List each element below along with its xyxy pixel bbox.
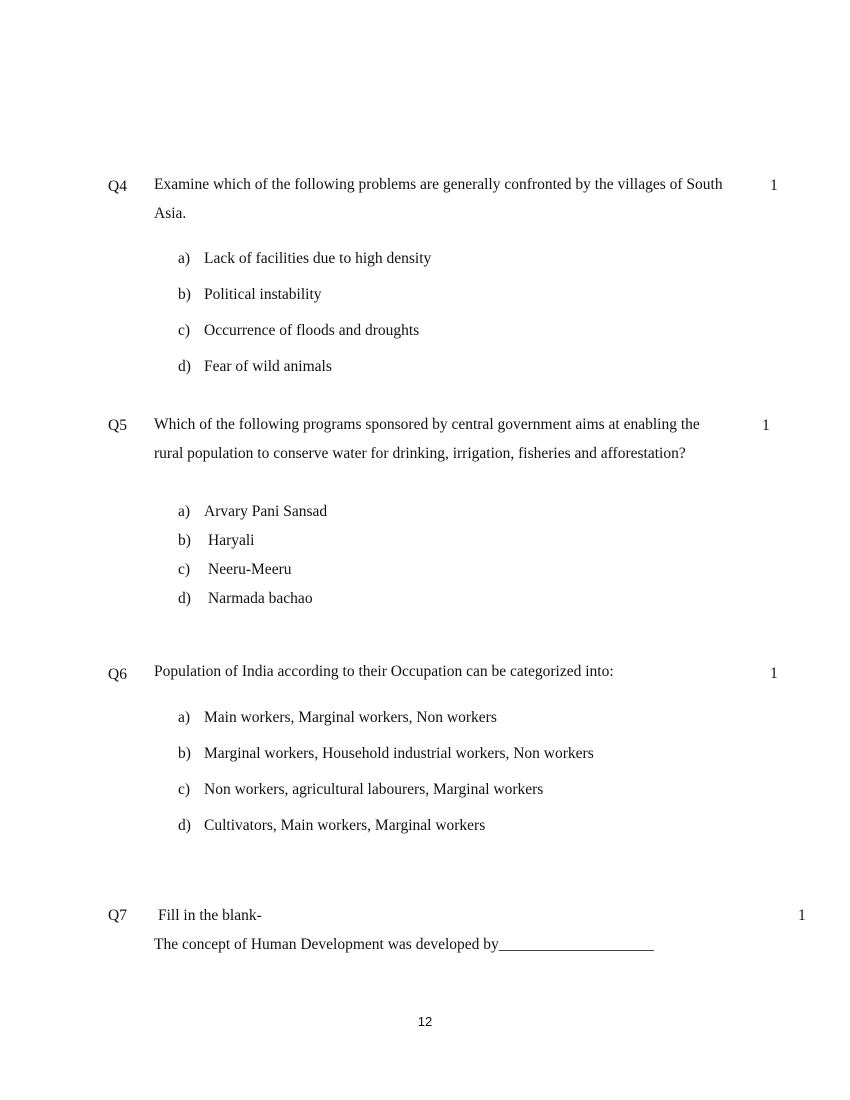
option-text: Main workers, Marginal workers, Non workers (204, 709, 497, 726)
fill-in-blank-text: The concept of Human Development was developed by____________________ (154, 936, 654, 953)
option-letter: c) (178, 561, 191, 578)
question-number: Q5 (108, 417, 127, 434)
option-text: Cultivators, Main workers, Marginal workers (204, 817, 486, 834)
option-text: Non workers, agricultural labourers, Marginal workers (204, 781, 544, 798)
question-marks: 1 (770, 177, 778, 194)
question-heading: Fill in the blank- (158, 907, 262, 924)
option-text: Haryali (208, 532, 255, 549)
question-text: Which of the following programs sponsored by central government aims at enabling the rural population to conserve water for drinking, irrigation, fisheries and afforestation? (154, 416, 700, 462)
question-number: Q4 (108, 178, 127, 195)
option-text: Fear of wild animals (204, 358, 332, 375)
option-letter: d) (178, 817, 191, 834)
question-number: Q7 (108, 907, 127, 924)
page-number: 12 (417, 1014, 433, 1029)
option-text: Arvary Pani Sansad (204, 503, 328, 520)
option-text: Marginal workers, Household industrial workers, Non workers (204, 745, 594, 762)
option-text: Political instability (204, 286, 322, 303)
option-letter: b) (178, 286, 191, 303)
option-letter: a) (178, 503, 191, 520)
option-letter: a) (178, 709, 191, 726)
question-marks: 1 (798, 907, 806, 924)
option-text: Lack of facilities due to high density (204, 250, 432, 267)
option-letter: d) (178, 358, 191, 375)
option-letter: c) (178, 322, 191, 339)
option-letter: a) (178, 250, 191, 267)
option-letter: d) (178, 590, 191, 607)
option-text: Narmada bachao (208, 590, 313, 607)
question-number: Q6 (108, 666, 127, 683)
option-letter: b) (178, 532, 191, 549)
question-text: Population of India according to their Occupation can be categorized into: (154, 663, 614, 680)
option-letter: c) (178, 781, 191, 798)
option-text: Occurrence of floods and droughts (204, 322, 420, 339)
question-marks: 1 (770, 665, 778, 682)
question-text: Examine which of the following problems are generally confronted by the villages of South Asia. (154, 176, 723, 222)
question-marks: 1 (762, 417, 770, 434)
option-text: Neeru-Meeru (208, 561, 292, 578)
option-letter: b) (178, 745, 191, 762)
